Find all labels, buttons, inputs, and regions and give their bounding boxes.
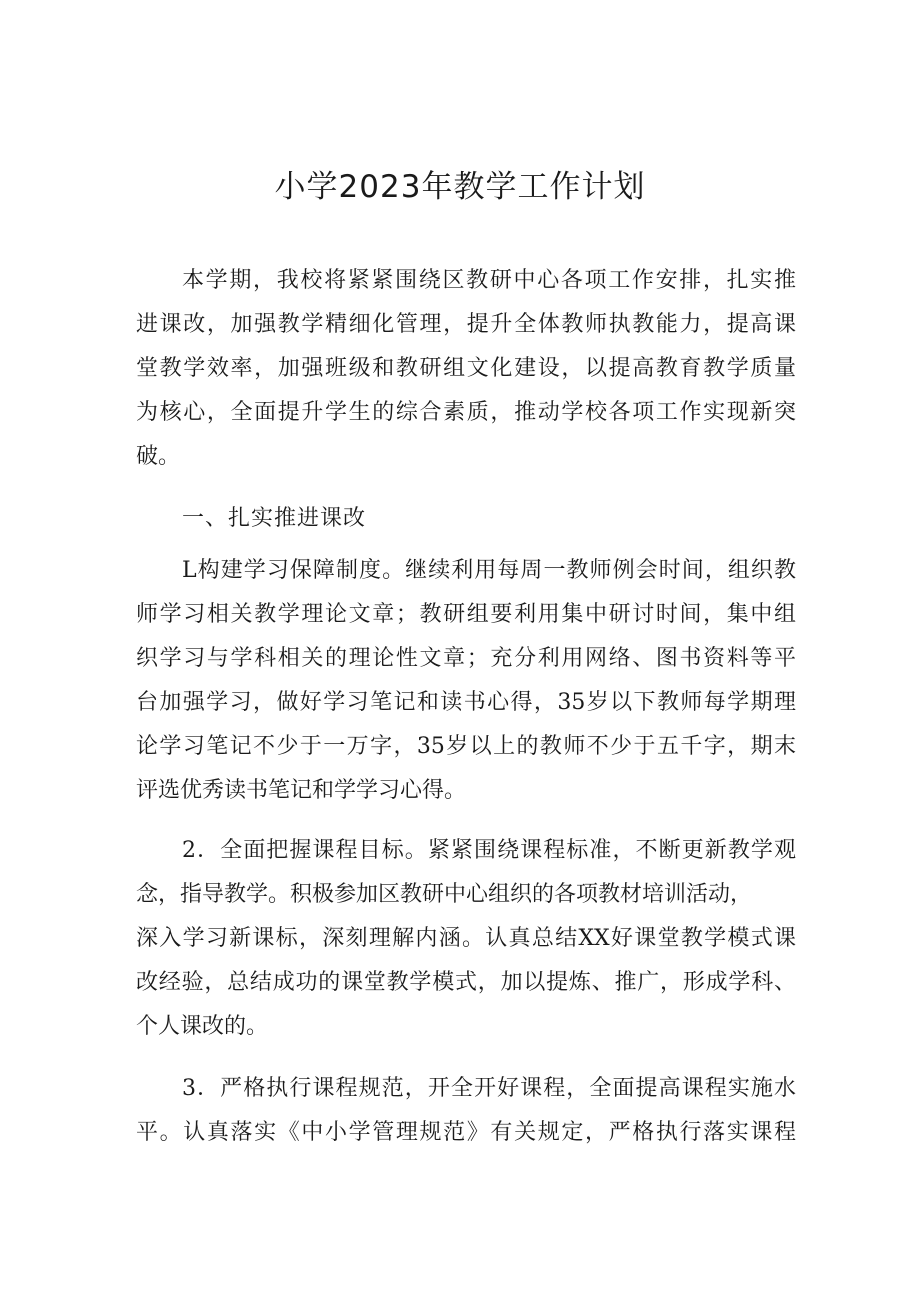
item1-line: 织学习与学科相关的理论性文章；充分利用网络、图书资料等平 [136,646,796,671]
section-heading: 一、扎实推进课改 [182,506,367,531]
intro-line: 破。 [136,444,181,469]
intro-line: 本学期，我校将紧紧围绕区教研中心各项工作安排，扎实推 [182,268,796,293]
item2-line: 改经验，总结成功的课堂教学模式，加以提炼、推广，形成学科、 [136,970,796,995]
item1-line: 师学习相关教学理论文章；教研组要利用集中研讨时间，集中组 [136,602,796,627]
item2-line: 深入学习新课标，深刻理解内涵。认真总结XX好课堂教学模式课 [136,926,796,951]
intro-line: 堂教学效率，加强班级和教研组文化建设，以提高教育教学质量 [136,356,796,381]
item3-line: 3．严格执行课程规范，开全开好课程，全面提高课程实施水 [182,1076,796,1101]
item2-line: 个人课改的。 [136,1014,269,1039]
page-title: 小学2023年教学工作计划 [274,169,646,205]
item2-line: 2．全面把握课程目标。紧紧围绕课程标准，不断更新教学观 [182,838,796,863]
item1-line: 评选优秀读书笔记和学学习心得。 [136,778,467,803]
intro-line: 为核心，全面提升学生的综合素质，推动学校各项工作实现新突 [136,400,796,425]
item1-line: 台加强学习，做好学习笔记和读书心得，35岁以下教师每学期理 [136,690,796,715]
intro-line: 进课改，加强教学精细化管理，提升全体教师执教能力，提高课 [136,312,796,337]
item1-line: 论学习笔记不少于一万字，35岁以上的教师不少于五千字，期末 [136,734,796,759]
item2-line: 念，指导教学。积极参加区教研中心组织的各项教材培训活动， [136,882,753,907]
item3-line: 平。认真落实《中小学管理规范》有关规定，严格执行落实课程 [136,1120,796,1145]
item1-line: L构建学习保障制度。继续利用每周一教师例会时间，组织教 [182,558,796,583]
